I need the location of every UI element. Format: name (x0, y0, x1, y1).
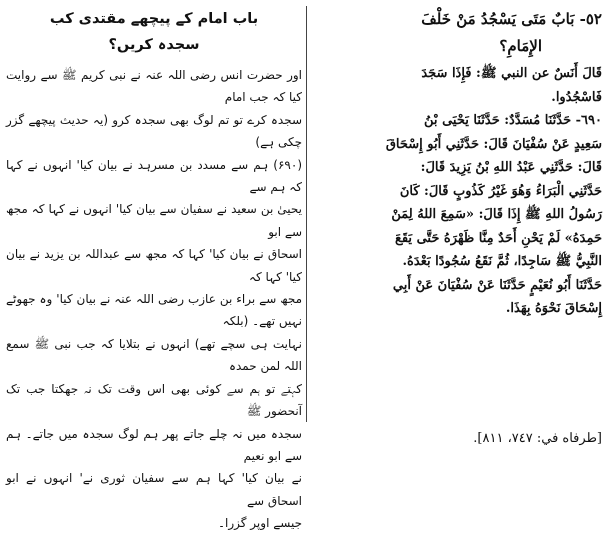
urdu-heading-line: باب امام کے پیچھے مقتدی کب (49, 11, 259, 27)
urdu-text-line: نہایت ہی سچے تھے) انہوں نے بتلایا کہ جب نبی ﷺ سمع اللہ لمن حمدہ (6, 336, 302, 374)
arabic-text-body (312, 62, 602, 321)
arabic-text-line: سَعِيدٍ عَنْ سُفْيَانَ قَالَ: حَدَّثَنِي أَبُو إِسْحَاقَ (385, 136, 602, 152)
arabic-column (312, 6, 602, 321)
cross-reference-footnote: [طرفاه في: ٧٤٧، ٨١١]. (473, 431, 602, 446)
arabic-text-line: النَّبِيُّ ﷺ سَاجِدًا، ثُمَّ نَقَعُ سُجُودًا بَعْدَهُ. (402, 254, 602, 269)
urdu-text-body (6, 64, 302, 535)
urdu-text-line: جیسے اوپر گزرا۔ (218, 516, 302, 531)
column-divider (306, 6, 307, 422)
arabic-heading-line: الإِمَامِ؟ (499, 37, 542, 55)
urdu-text-line: نے بیان کیا' کہا ہم سے سفیان ثوری نے' انہوں نے ابو اسحاق سے (6, 471, 302, 508)
arabic-text-line: حَمِدَهُ» لَمْ يَحْنِ أَحَدٌ مِنَّا ظَهْرَهُ حَتَّى يَقَعَ (394, 230, 602, 246)
urdu-text-line: یحییٰ بن سعید نے سفیان سے بیان کیا' انہوں نے کہا کہ مجھ سے ابو (6, 202, 302, 239)
arabic-text-line: فَاسْجُدُوا. (551, 89, 602, 105)
urdu-heading-line: سجدہ کریں؟ (108, 37, 200, 53)
arabic-text-line: قَالَ أَنَسٌ عن النبي ﷺ: فَإِذَا سَجَدَ (421, 66, 602, 81)
arabic-text-line: ٦٩٠- حَدَّثَنَا مُسَدَّدٌ: حَدَّثَنَا يَحْيَى بْنُ (424, 113, 602, 128)
urdu-column (6, 6, 302, 535)
urdu-text-line: مجھ سے براء بن عازب رضی اللہ عنہ نے بیان کیا' وہ جھوٹے نہیں تھے۔ (بلکہ (6, 292, 302, 329)
arabic-text-line: حَدَّثَنَا أَبُو نُعَيْمٍ حَدَّثَنَا عَنْ سُفْيَانَ عَنْ أَبِي (392, 277, 602, 293)
arabic-text-line: رَسُولُ اللهِ ﷺ إِذَا قَالَ: «سَمِعَ اللهُ لِمَنْ (391, 207, 602, 222)
arabic-heading-line: ٥٢- بَابٌ مَتَى يَسْجُدُ مَنْ خَلْفَ (421, 10, 602, 28)
arabic-chapter-heading (312, 6, 602, 60)
urdu-text-line: (۶۹۰) ہم سے مسدد بن مسرہد نے بیان کیا' انہوں نے کہا کہ ہم سے (6, 157, 302, 195)
urdu-text-line: سجدہ میں نہ چلے جاتے پھر ہم لوگ سجدہ میں جاتے۔ ہم سے ابو نعیم (6, 426, 302, 463)
urdu-text-line: کہتے تو ہم سے کوئی بھی اس وقت تک نہ جھکتا جب تک آنحضور ﷺ (6, 381, 302, 419)
arabic-text-line: حَدَّثَنِي الْبَرَاءُ وَهُوَ غَيْرُ كَذُوبٍ قَالَ: كَانَ (399, 183, 602, 199)
urdu-chapter-heading (6, 6, 302, 58)
urdu-text-line: اور حضرت انس رضی اللہ عنہ نے نبی کریم ﷺ سے روایت کیا کہ جب امام (6, 68, 302, 105)
arabic-text-line: قَالَ: حَدَّثَنِي عَبْدُ اللهِ بْنُ يَزِيدَ قَالَ: (420, 160, 602, 175)
arabic-text-line: إِسْحَاقَ نَحْوَهُ بِهَذَا. (505, 301, 602, 316)
urdu-text-line: اسحاق نے بیان کیا' کہا کہ مجھ سے عبداللہ بن یزید نے بیان کیا' کہا کہ (6, 247, 302, 284)
urdu-text-line: سجدہ کرے تو تم لوگ بھی سجدہ کرو (یہ حدیث پیچھے گزر چکی ہے) (6, 112, 302, 150)
